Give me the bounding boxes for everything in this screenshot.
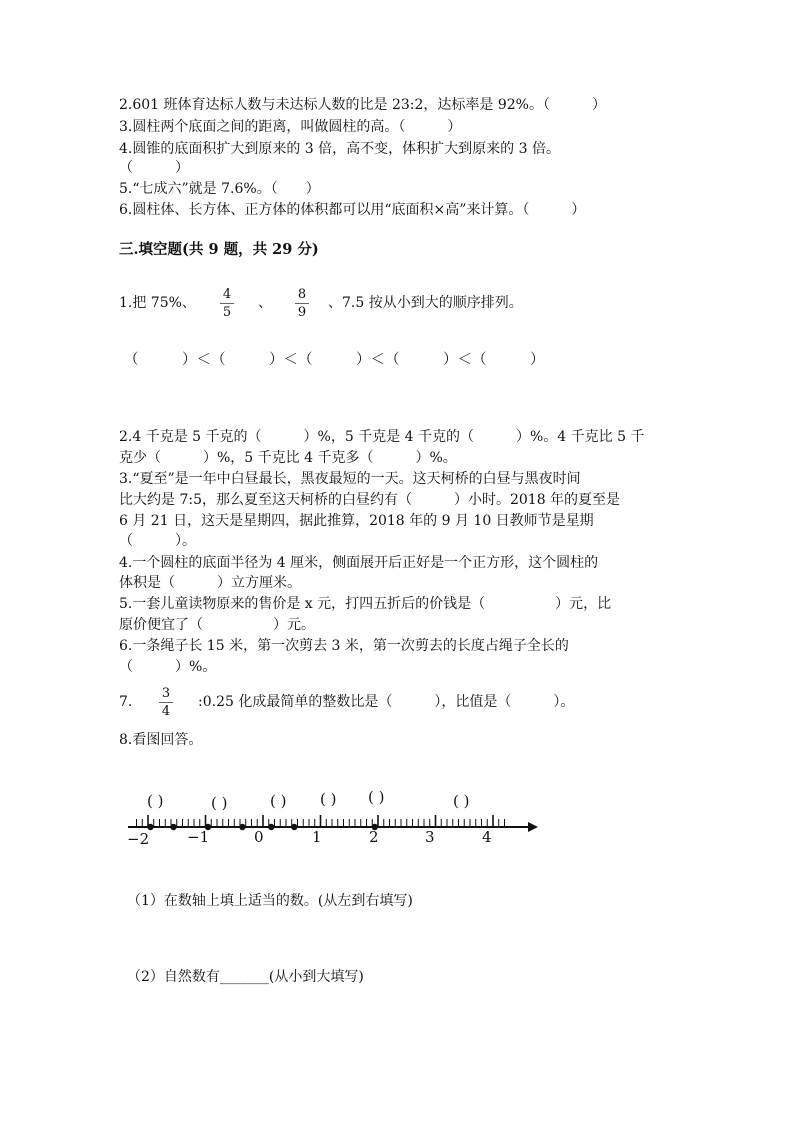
judge-q2: 2.601 班体育达标人数与未达标人数的比是 23:2，达标率是 92%。（ ） (119, 97, 606, 113)
blank-paren: ( ) (320, 790, 337, 808)
judge-q4-line2: （ ） (119, 160, 189, 176)
axis-label: 4 (482, 828, 492, 846)
judge-q6: 6.圆柱体、长方体、正方体的体积都可以用“底面积×高”来计算。（ ） (119, 202, 586, 218)
judge-q3: 3.圆柱两个底面之间的距离，叫做圆柱的高。（ ） (119, 119, 462, 135)
blank-paren: ( ) (211, 794, 228, 812)
fill-q8-title: 8.看图回答。 (119, 732, 203, 748)
axis-label: 3 (425, 828, 435, 846)
blank-paren: ( ) (368, 788, 385, 806)
fill-q2-line1: 2.4 千克是 5 千克的（ ）%，5 千克是 4 千克的（ ）%。4 千克比 5 千 (119, 429, 645, 445)
axis-label: 0 (254, 828, 264, 846)
blank-paren: ( ) (453, 792, 470, 810)
fill-q6-line1: 6.一条绳子长 15 米，第一次剪去 3 米，第一次剪去的长度占绳子全长的 (119, 638, 569, 654)
fraction-4-5: 4 5 (217, 287, 237, 320)
fill-q4-line2: 体积是（ ）立方厘米。 (119, 575, 301, 591)
fill-q8-sub2: （2）自然数有_______(从小到大填写) (127, 969, 364, 985)
fill-q7-text: :0.25 化成最简单的整数比是（ ），比值是（ ）。 (198, 694, 575, 710)
fill-q1-prefix: 1.把 75%、 (119, 295, 196, 311)
point-dot (170, 824, 176, 830)
fill-q7-number: 7. (119, 694, 133, 710)
fill-q8-sub1: （1）在数轴上填上适当的数。(从左到右填写) (127, 893, 413, 909)
fill-q1-order: （ ）＜（ ）＜（ ）＜（ ）＜（ ） (124, 352, 545, 368)
axis-label: −1 (187, 828, 210, 846)
fill-q3-line3: 6 月 21 日，这天是星期四，据此推算，2018 年的 9 月 10 日教师节是星期 (119, 513, 594, 529)
judge-q4-line1: 4.圆锥的底面积扩大到原来的 3 倍，高不变，体积扩大到原来的 3 倍。 (119, 141, 560, 157)
fill-q3-line1: 3.“夏至”是一年中白昼最长，黑夜最短的一天。这天柯桥的白昼与黑夜时间 (119, 471, 581, 487)
fill-q3-line2: 比大约是 7:5，那么夏至这天柯桥的白昼约有（ ）小时。2018 年的夏至是 (119, 492, 621, 508)
fill-q5-line2: 原价便宜了（ ）元。 (119, 617, 315, 633)
point-dot (239, 824, 245, 830)
ticks (137, 815, 505, 827)
judge-q5: 5.“七成六”就是 7.6%。（ ） (119, 181, 320, 197)
fraction-8-9: 8 9 (292, 287, 312, 320)
axis-label: 2 (369, 828, 379, 846)
fill-q5-line1: 5.一套儿童读物原来的售价是 x 元，打四五折后的价钱是（ ）元，比 (119, 596, 612, 612)
fraction-3-4: 3 4 (156, 686, 176, 719)
point-dot (268, 824, 274, 830)
section-title: 三.填空题(共 9 题，共 29 分) (119, 241, 319, 258)
fill-q1-suffix: 、7.5 按从小到大的顺序排列。 (328, 295, 523, 311)
fill-q4-line1: 4.一个圆柱的底面半径为 4 厘米，侧面展开后正好是一个正方形，这个圆柱的 (119, 555, 599, 571)
axis-label: 1 (312, 828, 322, 846)
fill-q3-line4: （ ）。 (119, 533, 196, 549)
fill-q1-sep: 、 (258, 295, 272, 311)
axis-arrow (528, 822, 538, 832)
fill-q2-line2: 克少（ ）%，5 千克比 4 千克多（ ）%。 (119, 450, 457, 466)
axis-label: −2 (127, 830, 150, 848)
blank-paren: ( ) (147, 792, 164, 810)
fill-q6-line2: （ ）%。 (119, 659, 217, 675)
blank-paren: ( ) (270, 792, 287, 810)
point-dot (291, 824, 297, 830)
